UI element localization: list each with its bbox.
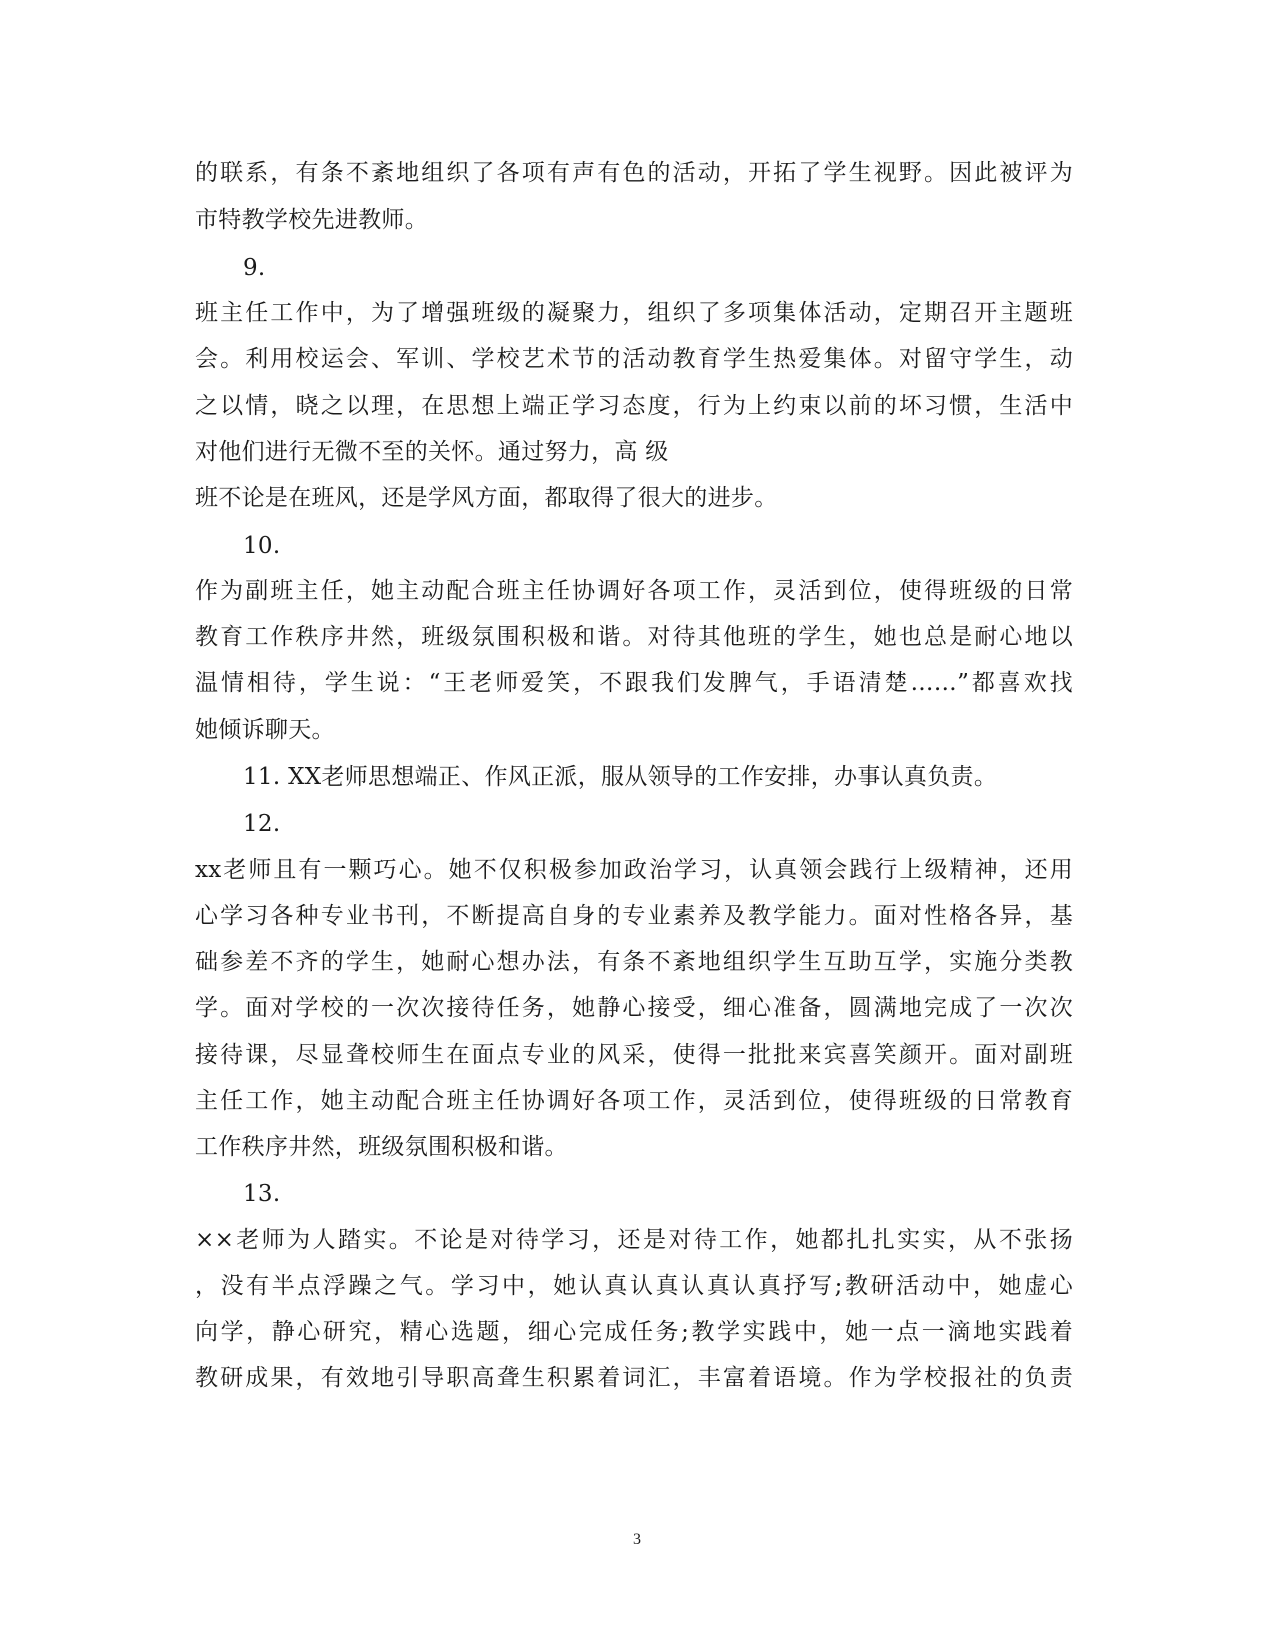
item-heading: 11. XX老师思想端正、作风正派，服从领导的工作安排，办事认真负责。	[243, 764, 998, 790]
paragraph-line: 向学，静心研究，精心选题，细心完成任务;教学实践中，她一点一滴地实践着	[195, 1319, 1073, 1345]
paragraph-line: 础参差不齐的学生，她耐心想办法，有条不紊地组织学生互助互学，实施分类教	[195, 949, 1073, 975]
item-number: 12.	[243, 811, 281, 837]
paragraph-line: 教育工作秩序井然，班级氛围积极和谐。对待其他班的学生，她也总是耐心地以	[195, 624, 1073, 650]
paragraph-line: 班不论是在班风，还是学风方面，都取得了很大的进步。	[195, 485, 778, 511]
item-number: 10.	[243, 533, 281, 559]
paragraph-line: ××老师为人踏实。不论是对待学习，还是对待工作，她都扎扎实实，从不张扬	[195, 1227, 1073, 1253]
paragraph-line: xx老师且有一颗巧心。她不仅积极参加政治学习，认真领会践行上级精神，还用	[195, 857, 1073, 883]
paragraph-line: 之以情，晓之以理，在思想上端正学习态度，行为上约束以前的坏习惯，生活中	[195, 393, 1073, 419]
paragraph-line: ，没有半点浮躁之气。学习中，她认真认真认真认真抒写;教研活动中，她虚心	[195, 1273, 1073, 1299]
paragraph-line: 的联系，有条不紊地组织了各项有声有色的活动，开拓了学生视野。因此被评为	[195, 160, 1073, 186]
paragraph-line: 心学习各种专业书刊，不断提高自身的专业素养及教学能力。面对性格各异，基	[195, 903, 1073, 929]
page-number: 3	[633, 1531, 641, 1548]
paragraph-line: 教研成果，有效地引导职高聋生积累着词汇，丰富着语境。作为学校报社的负责	[195, 1365, 1073, 1391]
item-number: 13.	[243, 1181, 281, 1207]
paragraph-line: 会。利用校运会、军训、学校艺术节的活动教育学生热爱集体。对留守学生，动	[195, 346, 1073, 372]
paragraph-line: 市特教学校先进教师。	[195, 207, 428, 233]
paragraph-line: 工作秩序井然，班级氛围积极和谐。	[195, 1134, 568, 1160]
paragraph-line: 对他们进行无微不至的关怀。通过努力，高 级	[195, 439, 669, 465]
paragraph-line: 她倾诉聊天。	[195, 717, 335, 743]
item-number: 9.	[243, 255, 266, 281]
paragraph-line: 学。面对学校的一次次接待任务，她静心接受，细心准备，圆满地完成了一次次	[195, 995, 1073, 1021]
paragraph-line: 主任工作，她主动配合班主任协调好各项工作，灵活到位，使得班级的日常教育	[195, 1088, 1073, 1114]
paragraph-line: 温情相待，学生说：“王老师爱笑，不跟我们发脾气，手语清楚……”都喜欢找	[195, 670, 1073, 696]
paragraph-line: 接待课，尽显聋校师生在面点专业的风采，使得一批批来宾喜笑颜开。面对副班	[195, 1042, 1073, 1068]
paragraph-line: 班主任工作中，为了增强班级的凝聚力，组织了多项集体活动，定期召开主题班	[195, 300, 1073, 326]
paragraph-line: 作为副班主任，她主动配合班主任协调好各项工作，灵活到位，使得班级的日常	[195, 578, 1073, 604]
